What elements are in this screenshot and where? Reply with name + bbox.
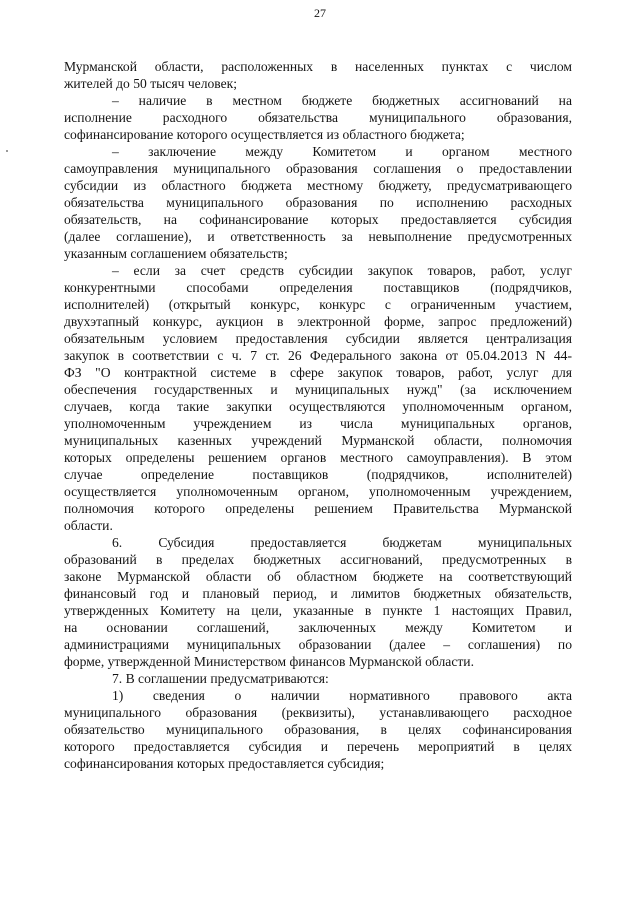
text-line: софинансирование которого осуществляется из областного бюджета;: [64, 127, 465, 142]
text-line: 6. Субсидия предоставляется бюджетам муниципальных: [112, 535, 572, 550]
text-line: случаев, когда такие закупки осуществляются уполномоченным органом,: [64, 399, 572, 414]
text-line: закупок в соответствии с ч. 7 ст. 26 Федерального закона от 05.04.2013 N 44-: [64, 348, 572, 363]
text-line: – если за счет средств субсидии закупок товаров, работ, услуг: [112, 263, 572, 278]
text-line: жителей до 50 тысяч человек;: [64, 76, 238, 91]
text-line: области.: [64, 518, 113, 533]
text-line: самоуправления муниципального образования соглашения о предоставлении: [64, 161, 572, 176]
text-line: форме, утвержденной Министерством финансов Мурманской области.: [64, 654, 474, 669]
text-line: обязательств, на софинансирование которых предоставляется субсидия: [64, 212, 572, 227]
text-line: субсидии из областного бюджета местному бюджету, предусматривающего: [64, 178, 572, 193]
text-line: – заключение между Комитетом и органом местного: [112, 144, 572, 159]
text-line: муниципального образования (реквизиты), устанавливающего расходное: [64, 705, 572, 720]
document-body: [64, 58, 572, 772]
text-line: обеспечения государственных и муниципальных нужд" (за исключением: [64, 382, 572, 397]
text-line: администрациями муниципальных образовании (далее – соглашения) по: [64, 637, 572, 652]
text-line: полномочия которого определены решением Правительства Мурманской: [64, 501, 572, 516]
text-line: – наличие в местном бюджете бюджетных ассигнований на: [112, 93, 572, 108]
text-line: обязательства муниципального образования по исполнению расходных: [64, 195, 572, 210]
text-line: образований в пределах бюджетных ассигнований, предусмотренных в: [64, 552, 572, 567]
text-line: софинансирования которых предоставляется субсидия;: [64, 756, 385, 771]
text-line: двухэтапный конкурс, аукцион в электронной форме, запрос предложений): [64, 314, 572, 329]
text-line: муниципальных казенных учреждений Мурманской области, полномочия: [64, 433, 572, 448]
text-line: осуществляется уполномоченным органом, уполномоченным учреждением,: [64, 484, 572, 499]
text-line: обязательным условием предоставления субсидии является централизация: [64, 331, 572, 346]
text-line: уполномоченным учреждением из числа муниципальных органов,: [64, 416, 572, 431]
text-line: которого предоставляется субсидия и перечень мероприятий в целях: [64, 739, 572, 754]
text-line: указанным соглашением обязательств;: [64, 246, 288, 261]
page-number: 27: [314, 6, 326, 20]
text-line: обязательство муниципального образования, в целях софинансирования: [64, 722, 572, 737]
text-line: ФЗ "О контрактной системе в сфере закупок товаров, работ, услуг для: [64, 365, 572, 380]
scan-artifact: [6, 150, 8, 152]
text-line: утвержденных Комитету на цели, указанные в пункте 1 настоящих Правил,: [64, 603, 572, 618]
text-line: Мурманской области, расположенных в населенных пунктах с числом: [64, 59, 572, 74]
text-line: случае определение поставщиков (подрядчиков, исполнителей): [64, 467, 572, 482]
text-line: 7. В соглашении предусматриваются:: [112, 671, 329, 686]
text-line: исполнителей) (открытый конкурс, конкурс с ограниченным участием,: [64, 297, 572, 312]
text-line: финансовый год и плановый период, и лимитов бюджетных обязательств,: [64, 586, 572, 601]
text-line: (далее соглашение), и ответственность за невыполнение предусмотренных: [64, 229, 572, 244]
text-line: которых определены решением органов местного самоуправления). В этом: [64, 450, 572, 465]
text-line: конкурентными способами определения поставщиков (подрядчиков,: [64, 280, 572, 295]
text-line: 1) сведения о наличии нормативного правового акта: [112, 688, 572, 703]
text-line: на основании соглашений, заключенных между Комитетом и: [64, 620, 572, 635]
text-line: исполнение расходного обязательства муниципального образования,: [64, 110, 572, 125]
text-line: законе Мурманской области об областном бюджете на соответствующий: [64, 569, 572, 584]
